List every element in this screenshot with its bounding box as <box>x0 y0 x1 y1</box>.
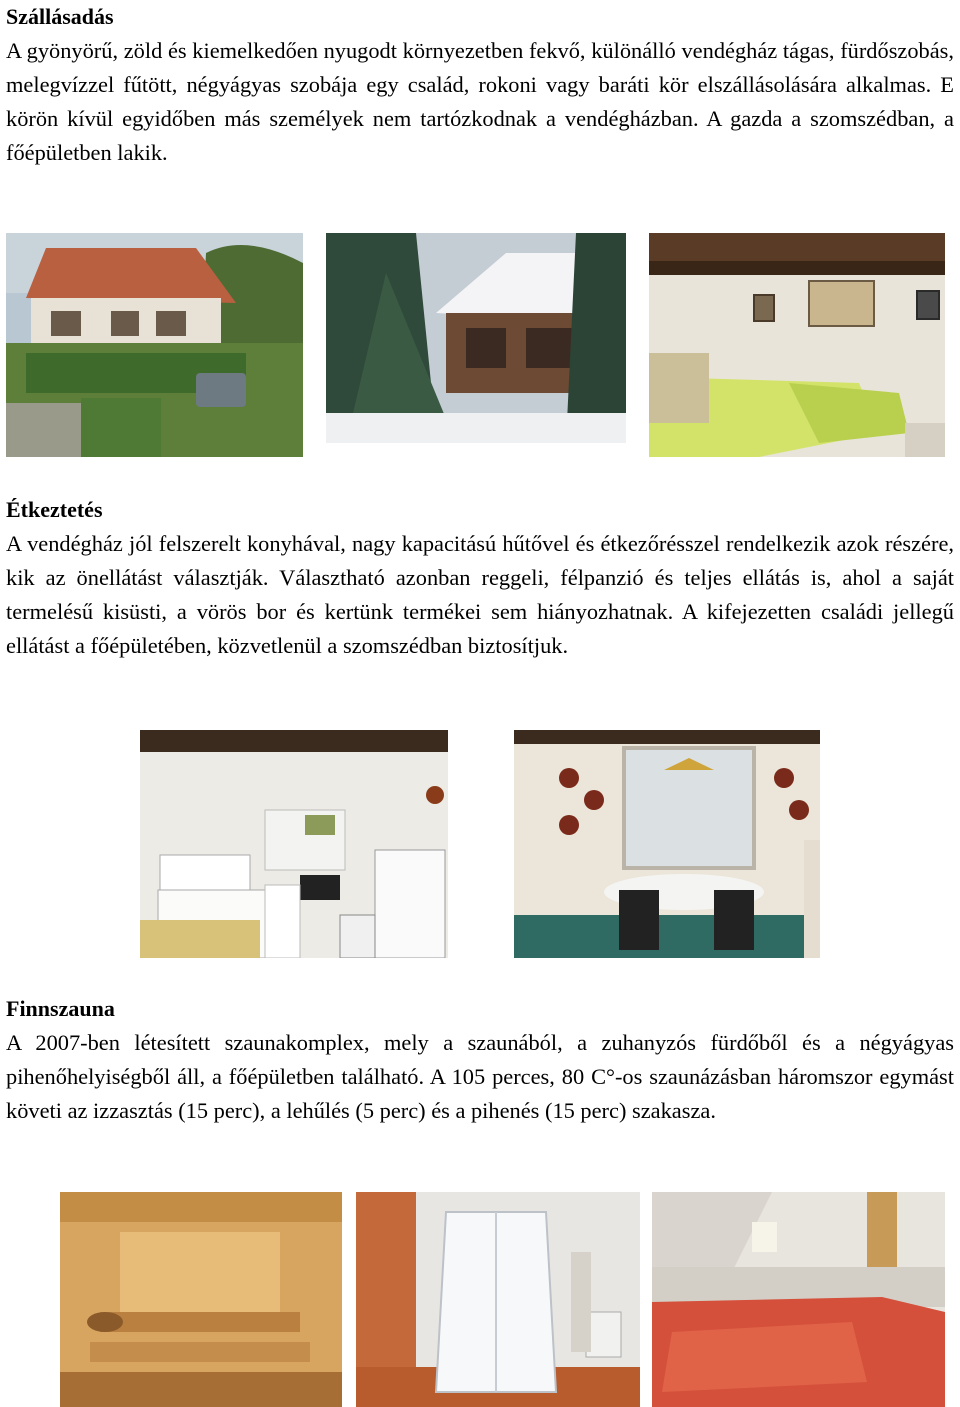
photo-guesthouse-exterior <box>6 233 303 457</box>
photo-kitchen <box>140 730 448 958</box>
section-heading: Étkeztetés <box>6 497 103 522</box>
section-sauna <box>6 992 954 1128</box>
section-text: A gyönyörű, zöld és kiemelkedően nyugodt környezetben fekvő, különálló vendégház tágas, fürdőszobás, melegvízzel fűtött, négyágyas szobája egy család, rokoni vagy baráti kör elszállásolására alkalmas. E körön kívül egyidőben más személyek nem tartózkodnak a vendégházban. A gazda a szomszédban, a főépületben lakik. <box>6 38 954 165</box>
photo-rest-room <box>652 1192 945 1407</box>
section-accommodation <box>6 0 954 170</box>
section-heading: Szállásadás <box>6 4 114 29</box>
section-heading: Finnszauna <box>6 996 115 1021</box>
section-text: A vendégház jól felszerelt konyhával, nagy kapacitású hűtővel és étkezőrésszel rendelkezik azok részére, kik az önellátást választják. Választható azonban reggeli, félpanzió és teljes ellátás is, ahol a saját termelésű kisüsti, a vörös bor és kertünk termékei sem hiányozhatnak. A kifejezetten családi jellegű ellátást a főépületében, közvetlenül a szomszédban biztosítjuk. <box>6 531 954 658</box>
photo-sauna <box>60 1192 342 1407</box>
photo-bedroom <box>649 233 945 457</box>
photo-dining-area <box>514 730 820 958</box>
section-catering <box>6 493 954 663</box>
photo-winter-house <box>326 233 626 443</box>
section-text: A 2007-ben létesített szaunakomplex, mely a szaunából, a zuhanyzós fürdőből és a négyágyas pihenőhelyiségből áll, a főépületben található. A 105 perces, 80 C°-os szaunázásban háromszor egymást követi az izzasztás (15 perc), a lehűlés (5 perc) és a pihenés (15 perc) szakasza. <box>6 1030 954 1123</box>
photo-shower-bathroom <box>356 1192 640 1407</box>
